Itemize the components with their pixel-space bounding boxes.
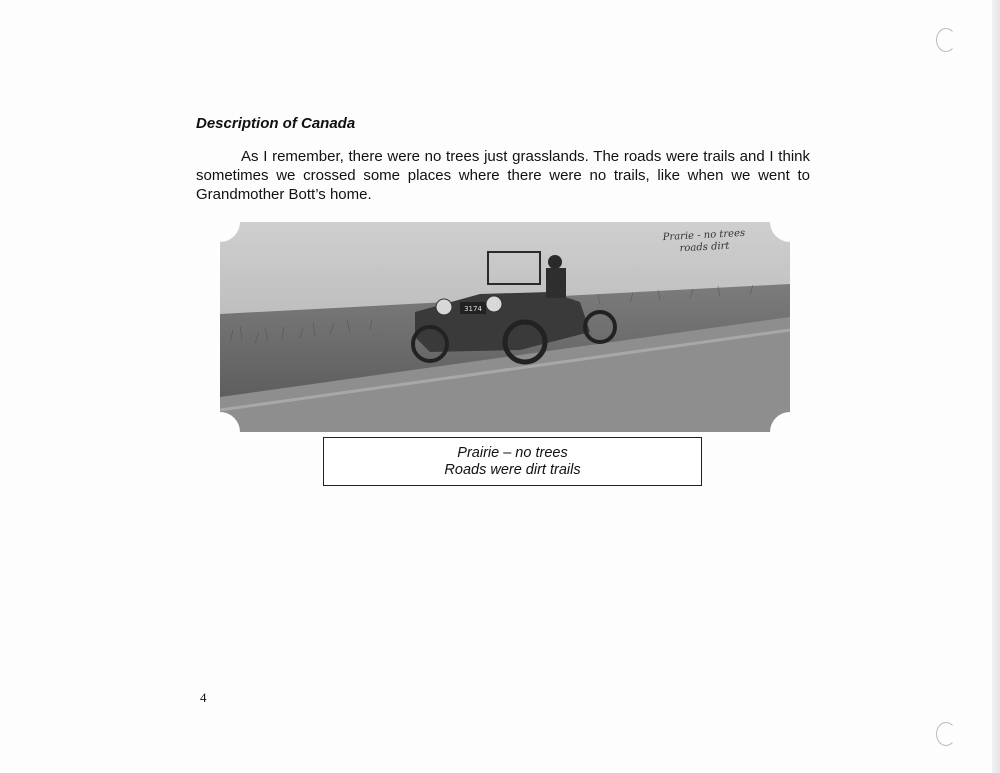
page-number: 4 [200,690,207,705]
binder-hole-top [936,28,956,52]
page-edge [992,0,1000,773]
caption-line1: Prairie – no trees [457,444,568,461]
handwritten-note [663,228,747,256]
handwritten-note-line2: roads dirt [679,240,731,255]
driver-head [548,255,562,269]
license-plate-text: 3174 [464,305,482,313]
prairie-car-photo [220,222,790,432]
left-headlamp [436,299,452,315]
handwritten-note-line1: Prarie - no trees [662,227,746,244]
caption-line2: Roads were dirt trails [444,461,581,478]
body-paragraph: As I remember, there were no trees just grasslands. The roads were trails and I think sometimes we crossed some places where there were no trails, like when we went to Grandmother Bott’s home. [196,148,810,203]
driver-body [546,268,566,298]
binder-hole-bottom [936,722,956,746]
right-headlamp [486,296,502,312]
photo-caption-box [323,437,702,486]
section-heading: Description of Canada [196,115,356,132]
